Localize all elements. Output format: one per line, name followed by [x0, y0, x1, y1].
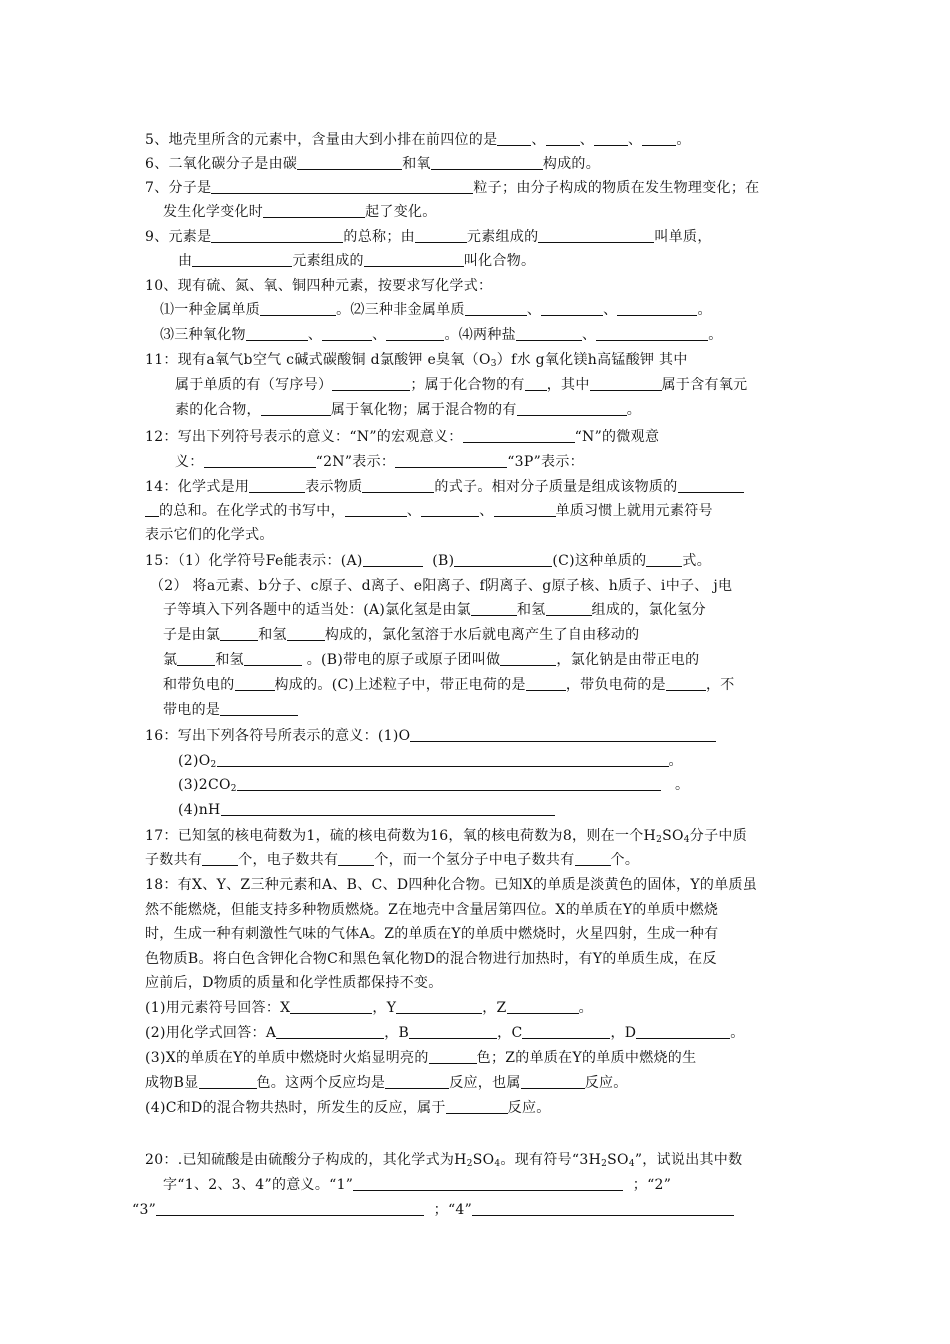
answer-blank[interactable] — [494, 502, 556, 517]
question-10-line-3: ⑶三种氧化物 、 、 。⑷两种盐 、 。 — [160, 327, 723, 343]
question-16-line-1: 16：写出下列各符号所表示的意义：(1)O — [145, 726, 716, 746]
answer-blank[interactable] — [220, 701, 298, 716]
answer-blank[interactable] — [217, 752, 669, 767]
question-7-line-1: 7、分子是 粒子；由分子构成的物质在发生物理变化；在 — [145, 180, 760, 196]
answer-blank[interactable] — [472, 1201, 734, 1216]
answer-blank[interactable] — [463, 428, 575, 443]
answer-blank[interactable] — [500, 651, 556, 666]
answer-blank[interactable] — [345, 502, 407, 517]
answer-blank[interactable] — [678, 478, 744, 493]
question-11-line-3: 素的化合物， 属于氧化物；属于混合物的有 。 — [175, 402, 642, 418]
answer-blank[interactable] — [395, 453, 507, 468]
question-11-line-2: 属于单质的有（写序号） ；属于化合物的有 ，其中 属于含有氧元 — [175, 377, 748, 393]
answer-blank[interactable] — [594, 131, 628, 146]
question-15-line-7: 带电的是 — [163, 700, 298, 720]
answer-blank[interactable] — [276, 1024, 384, 1039]
question-15-line-5: 氯 和氢 。(B)带电的原子或原子团叫做 ，氯化钠是由带正电的 — [163, 652, 700, 668]
answer-blank[interactable] — [538, 228, 654, 243]
question-10-line-2: ⑴一种金属单质 。⑵三种非金属单质 、 、 。 — [160, 302, 712, 318]
answer-blank[interactable] — [332, 376, 410, 391]
question-18-part-4: (4)C和D的混合物共热时，所发生的反应，属于 反应。 — [145, 1100, 551, 1116]
question-15-line-1: 15：（1）化学符号Fe能表示：(A) (B) (C)这种单质的 式。 — [145, 553, 711, 569]
answer-blank[interactable] — [546, 601, 592, 616]
answer-blank[interactable] — [516, 326, 582, 341]
answer-blank[interactable] — [526, 676, 566, 691]
answer-blank[interactable] — [517, 401, 627, 416]
answer-blank[interactable] — [211, 179, 473, 194]
question-7-line-2: 发生化学变化时 起了变化。 — [163, 204, 437, 220]
question-14-line-1: 14：化学式是用 表示物质 的式子。相对分子质量是组成该物质的 — [145, 477, 744, 497]
answer-blank[interactable] — [287, 626, 325, 641]
answer-blank[interactable] — [386, 326, 444, 341]
answer-blank[interactable] — [617, 301, 697, 316]
question-11-line-1: 11：现有a氧气b空气 c碱式碳酸铜 d氯酸钾 e臭氧$(O_3)f$水 g氧化镁h高锰酸钾 其中 — [145, 352, 688, 369]
answer-blank[interactable] — [237, 776, 661, 791]
answer-blank[interactable] — [525, 376, 547, 391]
question-6: 6、二氧化碳分子是由碳 和氧 构成的。 — [145, 156, 601, 172]
question-15-line-3: 子等填入下列各题中的适当处：(A)氯化氢是由氯 和氢 组成的，氯化氢分 — [163, 602, 706, 618]
answer-blank[interactable] — [297, 155, 402, 170]
answer-blank[interactable] — [646, 552, 682, 567]
question-17-line-2: 子数共有 个，电子数共有 个，而一个氢分子中电子数共有 个。 — [145, 852, 640, 868]
question-17-line-1: 17：已知氢的核电荷数为1，硫的核电荷数为16，氧的核电荷数为8，则在一个$H_2SO_4$分子中质 — [145, 828, 747, 845]
question-10-line-1: 10、现有硫、氮、氧、铜四种元素，按要求写化学式： — [145, 278, 493, 294]
question-15-line-4: 子是由氯 和氢 构成的，氯化氢溶于水后就电离产生了自由移动的 — [163, 627, 640, 643]
answer-blank[interactable] — [409, 1024, 497, 1039]
answer-blank[interactable] — [666, 676, 706, 691]
answer-blank[interactable] — [541, 301, 603, 316]
answer-blank[interactable] — [156, 1201, 424, 1216]
question-15-line-6: 和带负电的 构成的。(C)上述粒子中，带正电荷的是 ，带负电荷的是 ，不 — [163, 677, 735, 693]
question-18-line-1: 18：有X、Y、Z三种元素和A、B、C、D四种化合物。已知X的单质是淡黄色的固体，Y的单质虽 — [145, 877, 758, 893]
answer-blank[interactable] — [446, 1099, 508, 1114]
question-9-line-1: 9、元素是 的总称；由 元素组成的 叫单质， — [145, 229, 712, 245]
answer-blank[interactable] — [364, 252, 464, 267]
answer-blank[interactable] — [192, 252, 292, 267]
answer-blank[interactable] — [471, 601, 517, 616]
answer-blank[interactable] — [454, 552, 552, 567]
answer-blank[interactable] — [263, 203, 365, 218]
answer-blank[interactable] — [204, 453, 316, 468]
question-18-part-3-line-1: (3)X的单质在Y的单质中燃烧时火焰显明亮的 色；Z的单质在Y的单质中燃烧的生 — [145, 1050, 697, 1066]
answer-blank[interactable] — [362, 478, 434, 493]
answer-blank[interactable] — [221, 801, 555, 816]
answer-blank[interactable] — [497, 131, 531, 146]
answer-blank[interactable] — [260, 301, 336, 316]
question-16-line-3: $(3)2CO_2$ 。 — [178, 777, 690, 794]
answer-blank[interactable] — [385, 1074, 449, 1089]
answer-blank[interactable] — [261, 401, 331, 416]
answer-blank[interactable] — [575, 851, 611, 866]
answer-blank[interactable] — [249, 478, 305, 493]
answer-blank[interactable] — [220, 626, 258, 641]
answer-blank[interactable] — [211, 228, 343, 243]
answer-blank[interactable] — [244, 651, 302, 666]
answer-blank[interactable] — [546, 131, 580, 146]
question-20-line-3: “3” ；“4” — [132, 1200, 734, 1220]
question-18-line-4: 色物质B。将白色含钾化合物C和黑色氧化物D的混合物进行加热时，有Y的单质生成，在反 — [145, 951, 717, 967]
question-9-line-2: 由 元素组成的 叫化合物。 — [178, 253, 536, 269]
answer-blank[interactable] — [642, 131, 676, 146]
answer-blank[interactable] — [199, 1074, 257, 1089]
question-12-line-2: 义： “2N”表示： “3P”表示： — [175, 454, 584, 470]
answer-blank[interactable] — [429, 1049, 477, 1064]
question-18-line-3: 时，生成一种有刺激性气味的气体A。Z的单质在Y的单质中燃烧时，火星四射，生成一种有 — [145, 926, 719, 942]
question-14-line-2: 的总和。在化学式的书写中， 、 、 单质习惯上就用元素符号 — [145, 501, 713, 521]
answer-blank[interactable] — [145, 502, 159, 517]
answer-blank[interactable] — [421, 502, 479, 517]
question-15-line-2: （2） 将a元素、b分子、c原子、d离子、e阳离子、f阴离子、g原子核、h质子、i中子、 j电 — [150, 578, 733, 594]
answer-blank[interactable] — [431, 155, 543, 170]
question-18-line-5: 应前后，D物质的质量和化学性质都保持不变。 — [145, 975, 443, 991]
answer-blank[interactable] — [396, 999, 482, 1014]
question-18-part-2: (2)用化学式回答：A ，B ，C ，D 。 — [145, 1025, 745, 1041]
answer-blank[interactable] — [338, 851, 374, 866]
question-16-line-4: (4)nH — [178, 800, 555, 820]
answer-blank[interactable] — [522, 1024, 610, 1039]
answer-blank[interactable] — [353, 1176, 623, 1191]
answer-blank[interactable] — [590, 376, 662, 391]
answer-blank[interactable] — [235, 676, 275, 691]
answer-blank[interactable] — [177, 651, 215, 666]
answer-blank[interactable] — [415, 228, 467, 243]
answer-blank[interactable] — [507, 999, 579, 1014]
answer-blank[interactable] — [596, 326, 708, 341]
question-18-line-2: 然不能燃烧，但能支持多种物质燃烧。Z在地壳中含量居第四位。X的单质在Y的单质中燃烧 — [145, 902, 719, 918]
answer-blank[interactable] — [246, 326, 308, 341]
answer-blank[interactable] — [202, 851, 238, 866]
question-18-part-3-line-2: 成物B显 色。这两个反应均是 反应，也属 反应。 — [145, 1075, 628, 1091]
answer-blank[interactable] — [410, 727, 716, 742]
question-18-part-1: (1)用元素符号回答：X ，Y ，Z 。 — [145, 1000, 593, 1016]
answer-blank[interactable] — [322, 326, 372, 341]
answer-blank[interactable] — [290, 999, 372, 1014]
answer-blank[interactable] — [363, 552, 423, 567]
question-16-line-2: $(2)O_2$ 。 — [178, 753, 683, 770]
answer-blank[interactable] — [636, 1024, 730, 1039]
question-12-line-1: 12：写出下列符号表示的意义：“N”的宏观意义： “N”的微观意 — [145, 429, 660, 445]
answer-blank[interactable] — [521, 1074, 585, 1089]
question-5: 5、地壳里所含的元素中，含量由大到小排在前四位的是 、 、 、 。 — [145, 132, 691, 148]
question-20-line-1: 20：.已知硫酸是由硫酸分子构成的，其化学式为$H_2SO_4$。现有符号“$3H_2SO_4$”，试说出其中数 — [145, 1152, 743, 1169]
answer-blank[interactable] — [465, 301, 527, 316]
question-14-line-3: 表示它们的化学式。 — [145, 527, 274, 543]
question-20-line-2: 字“1、2、3、4”的意义。“1” ；“2” — [163, 1177, 672, 1193]
